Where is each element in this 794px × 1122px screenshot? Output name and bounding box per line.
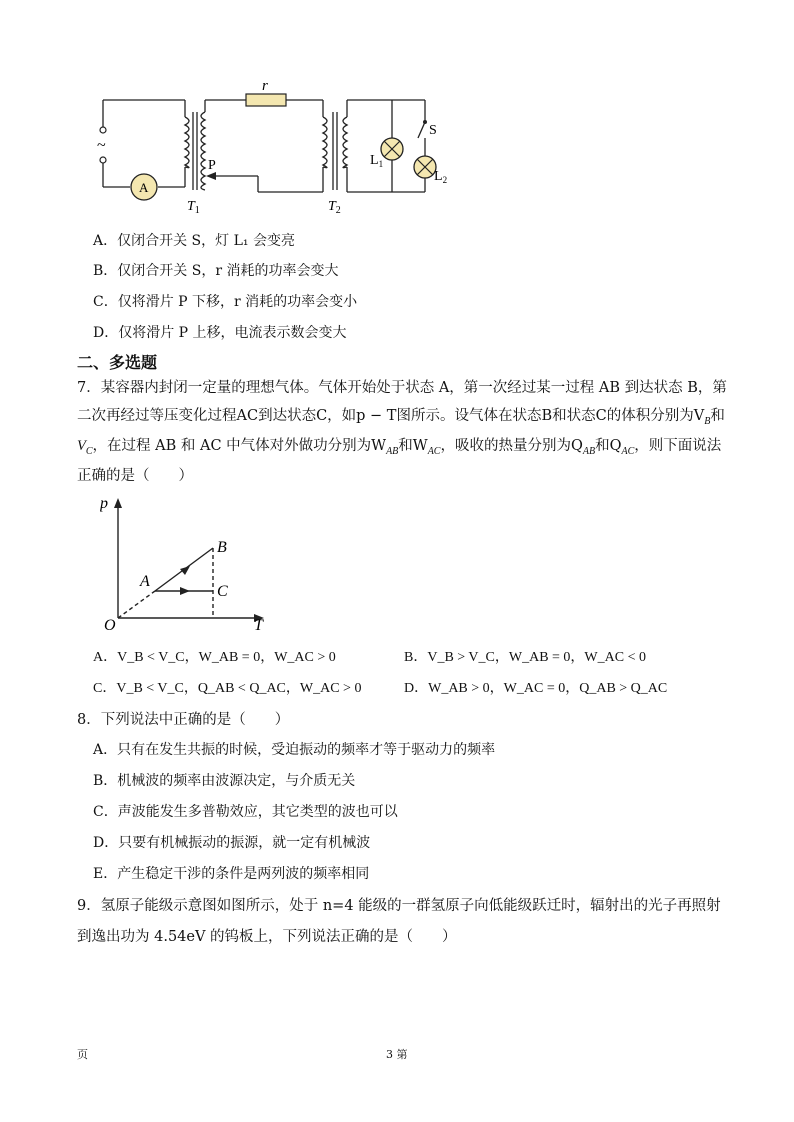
transformer-circuit-diagram xyxy=(90,72,470,222)
footer-left: 页 xyxy=(77,1048,88,1061)
q7-line-3: $V_C$，在过程 AB 和 AC 中气体对外做功分别为$W_{AB}$和$W_{AC}$，吸收的热量分别为$Q_{AB}$和$Q_{AC}$，则下面说法 xyxy=(77,438,722,457)
q7-line-1: 7．某容器内封闭一定量的理想气体。气体开始处于状态 A，第一次经过某一过程 AB 到达状态 B，第 xyxy=(77,380,727,396)
q6-option-a: A．仅闭合开关 S，灯 L₁ 会变亮 xyxy=(93,233,295,249)
graph-t-label: T xyxy=(254,617,263,634)
q8-option-a: A．只有在发生共振的时候，受迫振动的频率才等于驱动力的频率 xyxy=(93,742,496,758)
q7-option-a: A．V_B < V_C，W_AB = 0，W_AC > 0 xyxy=(93,650,336,665)
t2-label: $T_2$ xyxy=(328,199,341,216)
q7-line-4: 正确的是（ ） xyxy=(77,468,193,484)
q6-option-b: B．仅闭合开关 S，r 消耗的功率会变大 xyxy=(93,263,339,279)
q7-option-d: D．W_AB > 0，W_AC = 0，Q_AB > Q_AC xyxy=(404,681,668,696)
graph-o-label: O xyxy=(104,617,116,634)
l2-label: $L_2$ xyxy=(434,169,448,185)
ac-symbol: ~ xyxy=(97,137,106,154)
q9-line-2: 到逸出功为 4.54eV 的钨板上，下列说法正确的是（ ） xyxy=(77,929,457,945)
graph-c-label: C xyxy=(217,583,228,600)
q8-stem: 8．下列说法中正确的是（ ） xyxy=(77,712,290,728)
q8-option-e: E．产生稳定干涉的条件是两列波的频率相同 xyxy=(93,866,370,882)
q8-option-b: B．机械波的频率由波源决定，与介质无关 xyxy=(93,773,356,789)
slider-label: P xyxy=(208,158,216,173)
graph-a-label: A xyxy=(140,573,150,590)
resistor-label: r xyxy=(262,78,268,94)
ammeter-label: A xyxy=(139,180,149,195)
q9-line-1: 9．氢原子能级示意图如图所示，处于 n=4 能级的一群氢原子向低能级跃迁时，辐射出的光子再照射 xyxy=(77,898,721,914)
q7-option-b: B．V_B > V_C，W_AB = 0，W_AC < 0 xyxy=(404,650,646,665)
q6-option-d: D．仅将滑片 P 上移，电流表示数会变大 xyxy=(93,325,347,341)
q8-option-d: D．只要有机械振动的振源，就一定有机械波 xyxy=(93,835,371,851)
graph-p-label: p xyxy=(100,495,108,512)
q6-option-c: C．仅将滑片 P 下移，r 消耗的功率会变小 xyxy=(93,294,358,310)
switch-label: S xyxy=(429,123,437,138)
t1-label: $T_1$ xyxy=(187,199,200,216)
graph-b-label: B xyxy=(217,539,227,556)
p-t-graph xyxy=(100,490,280,638)
section-title: 二、多选题 xyxy=(77,353,158,372)
l1-label: $L_1$ xyxy=(370,153,384,169)
q7-line-2: 二次再经过等压变化过程AC到达状态C，如p − T图所示。设气体在状态B和状态C的体积分别为$V_B$和 xyxy=(77,408,725,427)
q7-option-c: C．V_B < V_C，Q_AB < Q_AC，W_AC > 0 xyxy=(93,681,362,696)
q8-option-c: C．声波能发生多普勒效应，其它类型的波也可以 xyxy=(93,804,398,820)
footer-page-number: 3 第 xyxy=(386,1048,408,1061)
